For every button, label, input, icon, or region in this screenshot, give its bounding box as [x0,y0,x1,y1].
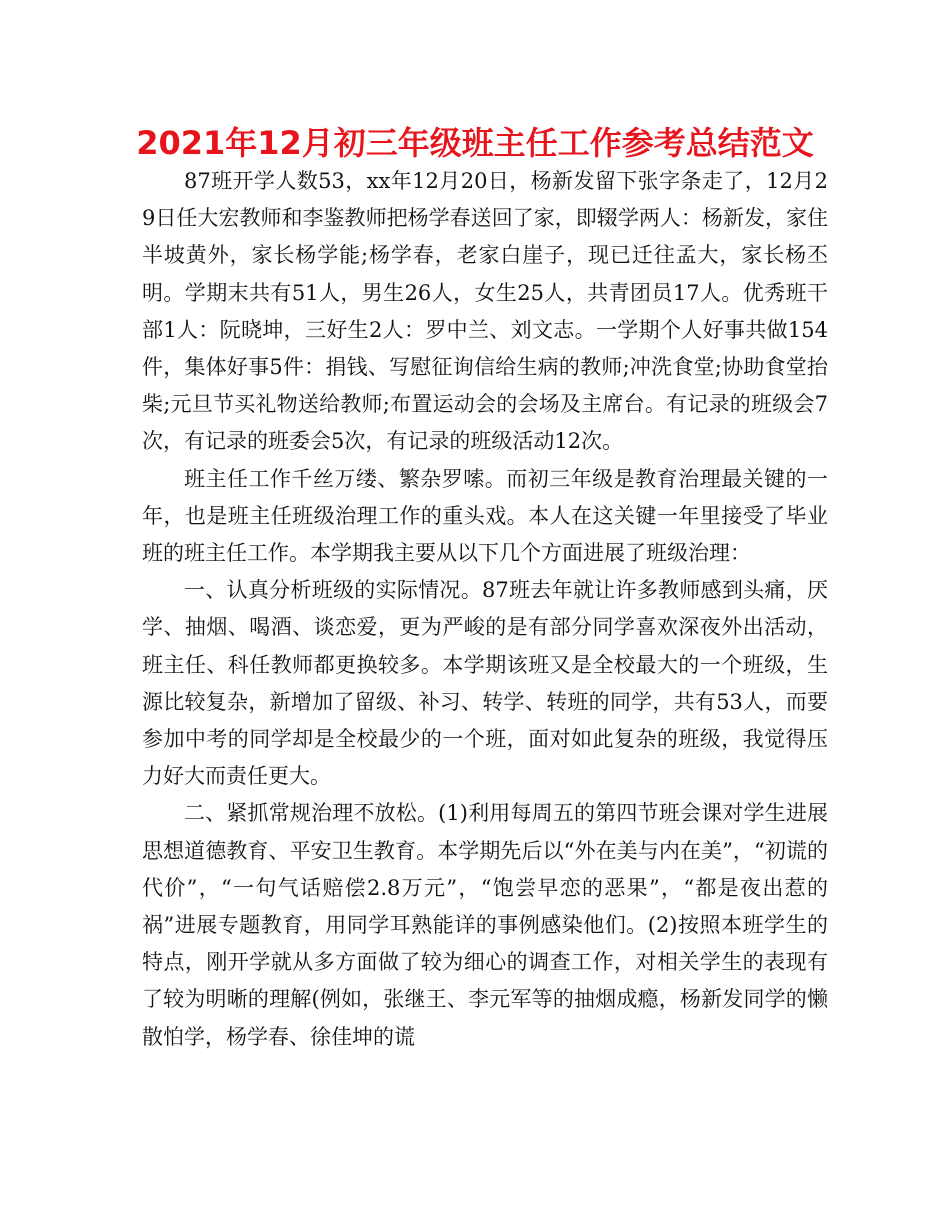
document-title: 2021年12月初三年级班主任工作参考总结范文 [136,124,814,162]
paragraph-class-analysis: 一、认真分析班级的实际情况。87班去年就让许多教师感到头痛，厌学、抽烟、喝酒、谈恋爱，更为严峻的是有部分同学喜欢深夜外出活动，班主任、科任教师都更换较多。本学期该班又是全校最大的一个班级，生源比较复杂，新增加了留级、补习、转学、转班的同学，共有53人，而要参加中考的同学却是全校最少的一个班，面对如此复杂的班级，我觉得压力好大而责任更大。 [142,578,828,789]
document-body [142,163,828,1056]
paragraph-work-overview: 班主任工作千丝万缕、繁杂罗嗦。而初三年级是教育治理最关键的一年，也是班主任班级治理工作的重头戏。本人在这关键一年里接受了毕业班的班主任工作。本学期我主要从以下几个方面进展了班级治理： [142,466,828,566]
paragraph-routine-management: 二、紧抓常规治理不放松。(1)利用每周五的第四节班会课对学生进展思想道德教育、平安卫生教育。本学期先后以“外在美与内在美”，“初谎的代价”，“一句气话赔偿2.8万元”，“饱尝早恋的恶果”，“都是夜出惹的祸”进展专题教育，用同学耳熟能详的事例感染他们。(2)按照本班学生的特点，刚开学就从多方面做了较为细心的调查工作，对相关学生的表现有了较为明晰的理解(例如，张继王、李元军等的抽烟成瘾，杨新发同学的懒散怕学，杨学春、徐佳坤的谎 [142,801,828,1049]
paragraph-class-statistics: 87班开学人数53，xx年12月20日，杨新发留下张字条走了，12月29日任大宏教师和李鉴教师把杨学春送回了家，即辍学两人：杨新发，家住半坡黄外，家长杨学能;杨学春，老家白崖子，现已迁往孟大，家长杨丕明。学期末共有51人，男生26人，女生25人，共青团员17人。优秀班干部1人：阮晓坤，三好生2人：罗中兰、刘文志。一学期个人好事共做154件，集体好事5件：捐钱、写慰征询信给生病的教师;冲洗食堂;协助食堂抬柴;元旦节买礼物送给教师;布置运动会的会场及主席台。有记录的班级会7次，有记录的班委会5次，有记录的班级活动12次。 [142,169,828,454]
